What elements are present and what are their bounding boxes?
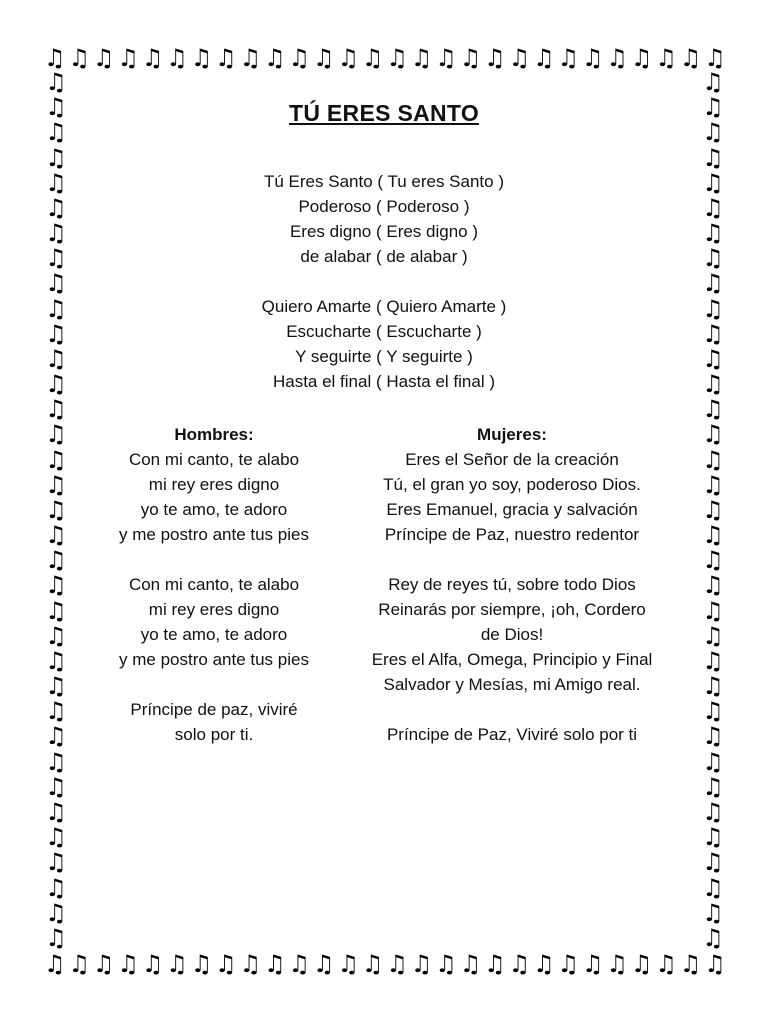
chorus-stanza-2	[0, 294, 768, 399]
music-notes-icon: ♫	[606, 950, 628, 978]
lyric-line: Eres digno ( Eres digno )	[289, 222, 479, 241]
music-notes-icon: ♫	[45, 823, 67, 852]
music-notes-icon: ♫	[45, 521, 67, 550]
music-notes-icon: ♫	[508, 44, 531, 72]
music-notes-icon: ♫	[702, 823, 724, 852]
lyric-line: Eres el Señor de la creación	[405, 450, 619, 469]
music-notes-icon: ♫	[45, 445, 67, 474]
lyric-line: Eres Emanuel, gracia y salvación	[386, 500, 638, 519]
lyric-line: Rey de reyes tú, sobre todo Dios	[388, 575, 636, 594]
music-notes-icon: ♫	[702, 546, 724, 575]
music-notes-icon: ♫	[288, 950, 311, 978]
lyric-line: yo te amo, te adoro	[140, 500, 288, 519]
music-notes-icon: ♫	[655, 950, 677, 978]
lyric-line: y me postro ante tus pies	[119, 650, 309, 669]
music-notes-icon: ♫	[45, 420, 67, 449]
music-notes-icon: ♫	[68, 950, 90, 978]
women-stanza-1	[352, 447, 672, 547]
music-notes-icon: ♫	[702, 923, 724, 952]
music-notes-icon: ♫	[702, 747, 724, 776]
lyric-line: Tú Eres Santo ( Tu eres Santo )	[263, 172, 504, 191]
music-notes-icon: ♫	[190, 44, 213, 72]
music-notes-icon: ♫	[337, 950, 359, 978]
lyric-line: mi rey eres digno	[148, 475, 280, 494]
lyric-line: Eres el Alfa, Omega, Principio y Final	[371, 650, 653, 669]
music-notes-icon: ♫	[45, 193, 67, 222]
music-notes-icon: ♫	[45, 370, 67, 399]
music-notes-icon: ♫	[361, 950, 384, 978]
women-stanza-2	[352, 572, 672, 697]
music-notes-icon: ♫	[386, 950, 408, 978]
music-notes-icon: ♫	[581, 44, 604, 72]
music-notes-icon: ♫	[533, 950, 555, 978]
music-notes-icon: ♫	[239, 950, 262, 978]
music-notes-icon: ♫	[44, 44, 66, 72]
music-notes-icon: ♫	[508, 950, 531, 978]
music-notes-icon: ♫	[702, 596, 724, 625]
music-notes-icon: ♫	[45, 319, 67, 348]
music-notes-icon: ♫	[45, 747, 67, 776]
lyric-line: Poderoso ( Poderoso )	[298, 197, 470, 216]
page-title: TÚ ERES SANTO	[288, 100, 480, 126]
lyric-line: y me postro ante tus pies	[119, 525, 309, 544]
music-notes-icon: ♫	[702, 370, 724, 399]
music-notes-icon: ♫	[386, 44, 408, 72]
music-notes-icon: ♫	[45, 923, 67, 952]
music-notes-icon: ♫	[702, 219, 724, 248]
music-notes-icon: ♫	[190, 950, 213, 978]
music-notes-icon: ♫	[45, 621, 67, 650]
music-notes-icon: ♫	[45, 470, 67, 499]
music-notes-icon: ♫	[702, 848, 724, 877]
music-notes-icon: ♫	[557, 950, 580, 978]
music-notes-icon: ♫	[679, 950, 702, 978]
music-notes-icon: ♫	[166, 44, 188, 72]
music-notes-icon: ♫	[484, 44, 506, 72]
music-notes-icon: ♫	[45, 546, 67, 575]
music-notes-icon: ♫	[702, 722, 724, 751]
music-notes-icon: ♫	[44, 950, 66, 978]
music-notes-icon: ♫	[702, 420, 724, 449]
music-notes-icon: ♫	[702, 93, 724, 122]
music-notes-icon: ♫	[92, 950, 115, 978]
music-notes-icon: ♫	[45, 244, 67, 273]
lyric-line: yo te amo, te adoro	[140, 625, 288, 644]
music-notes-icon: ♫	[702, 395, 724, 424]
music-notes-icon: ♫	[45, 395, 67, 424]
music-notes-icon: ♫	[45, 495, 67, 524]
music-notes-icon: ♫	[45, 797, 67, 826]
music-notes-icon: ♫	[702, 319, 724, 348]
lyric-line: solo por ti.	[174, 725, 254, 744]
music-notes-icon: ♫	[459, 44, 482, 72]
music-notes-icon: ♫	[702, 772, 724, 801]
music-notes-icon: ♫	[45, 118, 67, 147]
music-notes-icon: ♫	[312, 950, 335, 978]
music-notes-icon: ♫	[45, 672, 67, 701]
music-notes-icon: ♫	[264, 950, 286, 978]
lyric-line: mi rey eres digno	[148, 600, 280, 619]
music-notes-icon: ♫	[630, 44, 653, 72]
music-notes-icon: ♫	[312, 44, 335, 72]
music-notes-icon: ♫	[68, 44, 90, 72]
men-column	[96, 422, 332, 772]
music-notes-icon: ♫	[45, 143, 67, 172]
women-column	[352, 422, 672, 772]
chorus-stanza-1	[0, 169, 768, 273]
lyric-line: Príncipe de Paz, Viviré solo por ti	[386, 725, 638, 744]
music-notes-icon: ♫	[702, 672, 724, 701]
music-notes-icon: ♫	[702, 697, 724, 726]
music-notes-icon: ♫	[702, 898, 724, 927]
women-stanza-3	[352, 722, 672, 747]
lyric-line: Salvador y Mesías, mi Amigo real.	[383, 675, 641, 694]
music-notes-icon: ♫	[435, 44, 457, 72]
lyric-line: Con mi canto, te alabo	[128, 450, 300, 469]
music-notes-icon: ♫	[410, 950, 433, 978]
music-notes-icon: ♫	[361, 44, 384, 72]
lyric-line: Tú, el gran yo soy, poderoso Dios.	[383, 475, 641, 494]
lyric-line: Reinarás por siempre, ¡oh, Cordero	[378, 600, 646, 619]
music-notes-icon: ♫	[702, 168, 724, 197]
music-notes-icon: ♫	[606, 44, 628, 72]
music-notes-icon: ♫	[702, 571, 724, 600]
music-notes-icon: ♫	[435, 950, 457, 978]
music-notes-icon: ♫	[45, 873, 67, 902]
music-notes-icon: ♫	[410, 44, 433, 72]
music-notes-icon: ♫	[702, 118, 724, 147]
music-notes-icon: ♫	[288, 44, 311, 72]
music-notes-icon: ♫	[45, 772, 67, 801]
music-notes-icon: ♫	[655, 44, 677, 72]
music-notes-icon: ♫	[702, 269, 724, 298]
music-notes-icon: ♫	[45, 93, 67, 122]
music-notes-icon: ♫	[702, 143, 724, 172]
music-notes-icon: ♫	[141, 950, 164, 978]
lyric-line: Escucharte ( Escucharte )	[286, 322, 482, 341]
music-notes-icon: ♫	[679, 44, 702, 72]
music-notes-icon: ♫	[45, 269, 67, 298]
music-notes-icon: ♫	[459, 950, 482, 978]
music-notes-icon: ♫	[45, 168, 67, 197]
men-stanza-1	[96, 447, 332, 547]
music-notes-icon: ♫	[45, 848, 67, 877]
music-notes-icon: ♫	[45, 219, 67, 248]
music-notes-icon: ♫	[45, 344, 67, 373]
music-notes-icon: ♫	[704, 950, 726, 978]
music-notes-icon: ♫	[702, 621, 724, 650]
music-notes-icon: ♫	[92, 44, 115, 72]
music-notes-icon: ♫	[45, 68, 67, 96]
music-notes-icon: ♫	[702, 873, 724, 902]
music-notes-icon: ♫	[45, 571, 67, 600]
lyric-line: de Dios!	[480, 625, 544, 644]
music-notes-icon: ♫	[630, 950, 653, 978]
lyric-line: Príncipe de paz, viviré	[130, 700, 298, 719]
music-notes-icon: ♫	[702, 344, 724, 373]
music-notes-icon: ♫	[702, 495, 724, 524]
music-notes-icon: ♫	[45, 646, 67, 675]
music-notes-icon: ♫	[141, 44, 164, 72]
music-notes-icon: ♫	[45, 697, 67, 726]
music-notes-icon: ♫	[702, 646, 724, 675]
lyric-line: Quiero Amarte ( Quiero Amarte )	[261, 297, 507, 316]
lyric-line: Hasta el final ( Hasta el final )	[272, 372, 496, 391]
music-notes-icon: ♫	[702, 797, 724, 826]
men-heading: Hombres:	[174, 425, 254, 444]
music-notes-icon: ♫	[239, 44, 262, 72]
music-notes-icon: ♫	[484, 950, 506, 978]
music-notes-icon: ♫	[215, 44, 237, 72]
music-notes-icon: ♫	[704, 44, 726, 72]
music-notes-icon: ♫	[117, 44, 139, 72]
music-notes-icon: ♫	[166, 950, 188, 978]
music-notes-icon: ♫	[45, 596, 67, 625]
music-notes-icon: ♫	[702, 521, 724, 550]
lyric-line: Príncipe de Paz, nuestro redentor	[384, 525, 640, 544]
music-notes-icon: ♫	[45, 294, 67, 323]
music-notes-icon: ♫	[215, 950, 237, 978]
lyric-line: de alabar ( de alabar )	[300, 247, 468, 266]
men-stanza-2	[96, 572, 332, 672]
music-notes-icon: ♫	[533, 44, 555, 72]
music-notes-icon: ♫	[702, 470, 724, 499]
lyric-line: Y seguirte ( Y seguirte )	[295, 347, 473, 366]
men-stanza-3	[96, 697, 332, 747]
music-notes-icon: ♫	[581, 950, 604, 978]
music-notes-icon: ♫	[702, 193, 724, 222]
music-notes-icon: ♫	[702, 294, 724, 323]
music-notes-icon: ♫	[264, 44, 286, 72]
music-notes-icon: ♫	[45, 722, 67, 751]
lyric-line: Con mi canto, te alabo	[128, 575, 300, 594]
music-notes-icon: ♫	[117, 950, 139, 978]
border-bottom	[44, 950, 726, 978]
women-heading: Mujeres:	[477, 425, 547, 444]
border-top	[44, 44, 726, 72]
music-notes-icon: ♫	[557, 44, 580, 72]
music-notes-icon: ♫	[702, 244, 724, 273]
music-notes-icon: ♫	[337, 44, 359, 72]
music-notes-icon: ♫	[45, 898, 67, 927]
music-notes-icon: ♫	[702, 445, 724, 474]
music-notes-icon: ♫	[702, 68, 724, 96]
